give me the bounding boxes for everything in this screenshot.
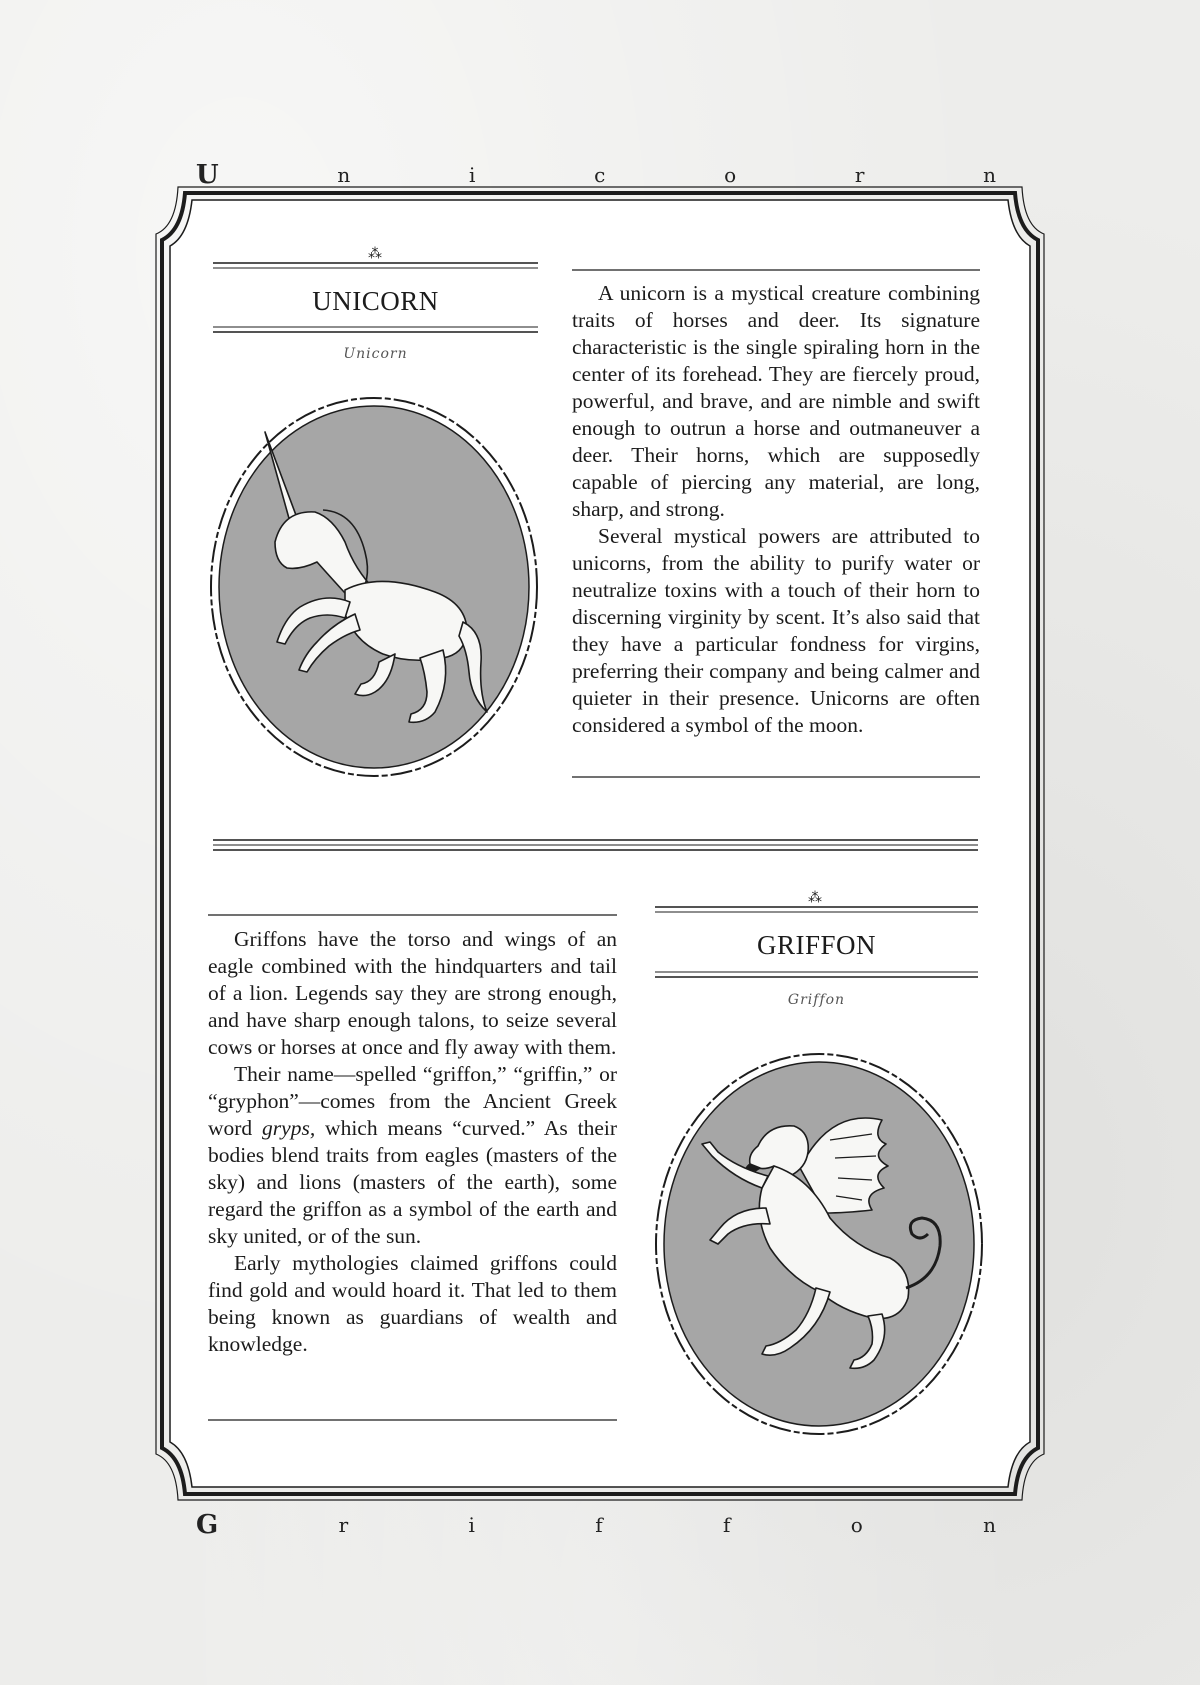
footer-letter: f bbox=[595, 1513, 603, 1537]
unicorn-description bbox=[572, 280, 980, 739]
griffon-text: Their name—spelled “griffon,” “griffin,” or “gryphon”—comes from the Ancient Greek word bbox=[208, 1062, 617, 1140]
svg-text:⁂: ⁂ bbox=[368, 246, 382, 262]
griffon-paragraph: Griffons have the torso and wings of an eagle combined with the hindquarters and tail of a lion. Legends say they are strong enough, and have sharp enough talons, to seize several cows or horses at once and fly away with them. bbox=[208, 927, 617, 1059]
header-letter: r bbox=[854, 163, 865, 187]
unicorn-paragraph: Several mystical powers are attributed to unicorns, from the ability to purify water or neutralize toxins with a touch of their horn to discerning virginity by scent. It’s also said that they have a particular fondness for virgins, preferring their company and being calmer and quieter in their presence. Unicorns are often considered a symbol of the moon. bbox=[572, 524, 980, 737]
header-letter: i bbox=[469, 163, 476, 187]
griffon-title: GRIFFON bbox=[756, 930, 877, 960]
griffon-description bbox=[208, 926, 617, 1358]
footer-letter: i bbox=[468, 1513, 475, 1537]
griffon-paragraph: Early mythologies claimed griffons could find gold and would hoard it. That led to them being known as guardians of wealth and knowledge. bbox=[208, 1251, 617, 1356]
footer-letter: f bbox=[722, 1513, 731, 1537]
header-letter: n bbox=[983, 163, 996, 187]
footer-letter: r bbox=[338, 1513, 349, 1537]
header-letter: n bbox=[337, 163, 351, 187]
header-letter: U bbox=[196, 160, 219, 190]
griffon-paragraph bbox=[208, 1061, 617, 1250]
unicorn-title: UNICORN bbox=[312, 286, 439, 316]
griffon-text-em: gryps, bbox=[262, 1116, 316, 1140]
unicorn-paragraph: A unicorn is a mystical creature combining traits of horses and deer. Its signature characteristic is the single spiraling horn in the center of its forehead. They are fiercely proud, powerful, and brave, and are nimble and swift enough to outrun a horse and outmaneuver a deer. Their horns, which are supposedly capable of piercing any material, are long, sharp, and strong. bbox=[572, 281, 980, 521]
griffon-subtitle: Griffon bbox=[787, 992, 846, 1008]
footer-letter: G bbox=[196, 1510, 219, 1540]
unicorn-subtitle: Unicorn bbox=[343, 346, 408, 362]
footer-deco-letters bbox=[196, 1510, 996, 1540]
svg-text:⁂: ⁂ bbox=[808, 890, 822, 906]
footer-letter: o bbox=[850, 1513, 863, 1537]
griffon-medallion bbox=[650, 1048, 988, 1440]
griffon-text: which means “curved.” As their bodies blend traits from eagles (masters of the sky) and lions (masters of the earth), some regard the griffon as a symbol of the earth and sky united, or of the sun. bbox=[208, 1116, 618, 1248]
header-letter: c bbox=[594, 163, 606, 187]
footer-letter: n bbox=[983, 1513, 996, 1537]
header-letter: o bbox=[724, 163, 737, 187]
unicorn-medallion bbox=[205, 392, 543, 782]
